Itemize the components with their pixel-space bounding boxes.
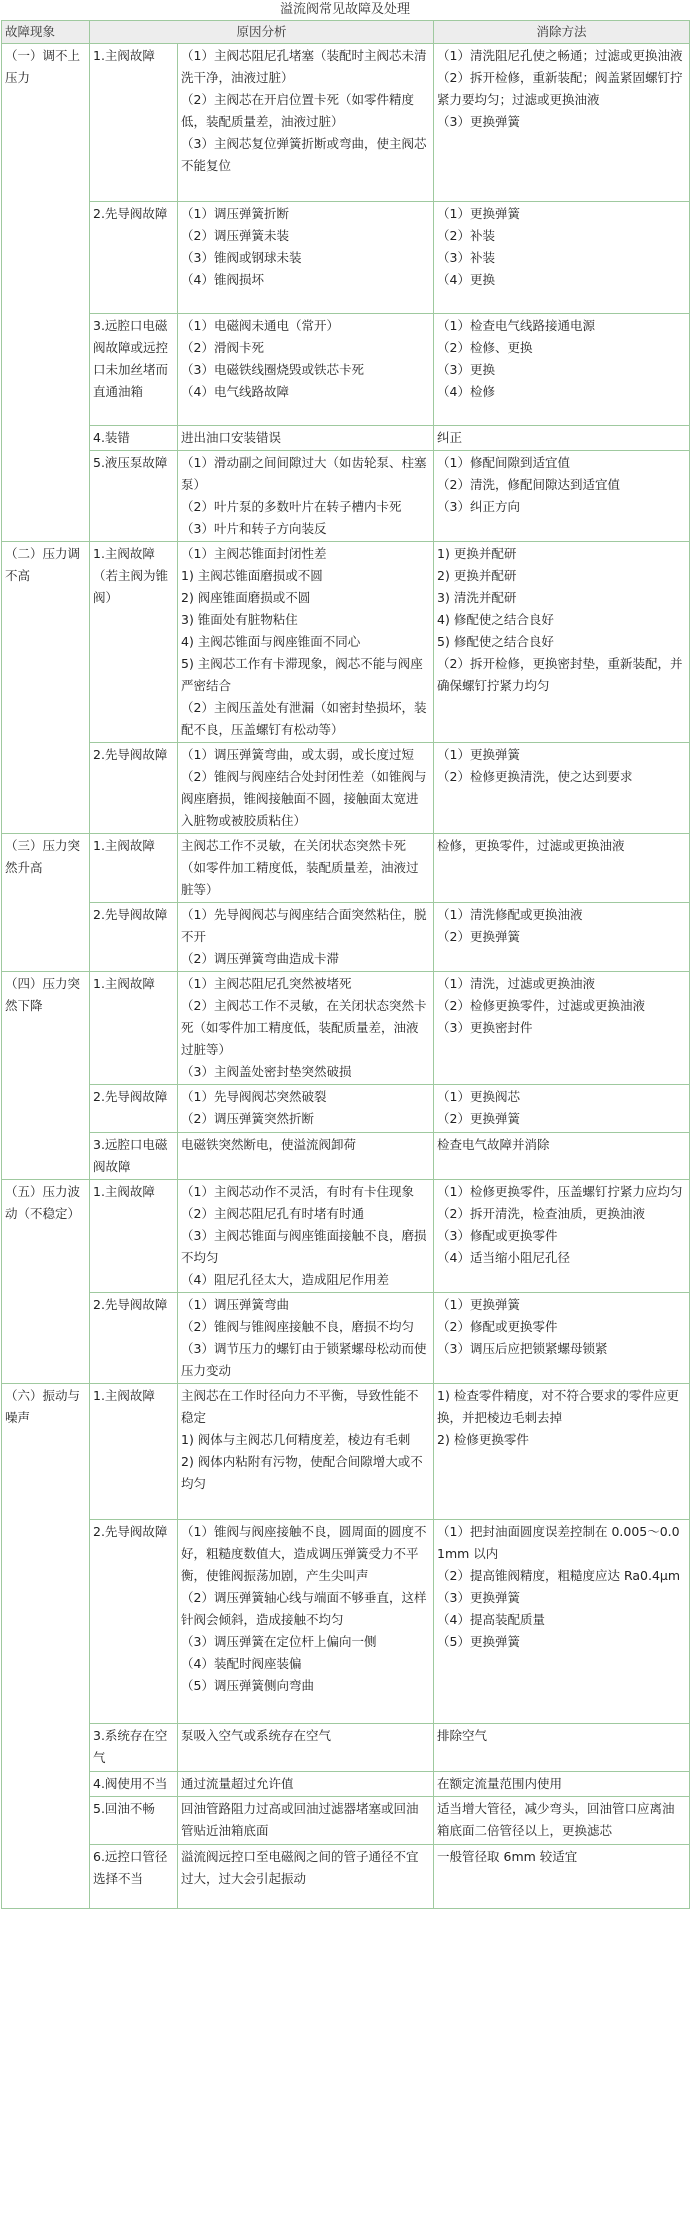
cause-analysis-item: （2）主阀压盖处有泄漏（如密封垫损坏，装配不良，压盖螺钉有松动等） xyxy=(181,700,427,737)
remedy-item: （1）清洗阻尼孔使之畅通；过滤或更换油液 xyxy=(437,48,683,63)
remedy-cell xyxy=(434,834,690,903)
cause-analysis-item: （2）调压弹簧弯曲造成卡滞 xyxy=(181,951,339,966)
remedy-item: （2）检修更换零件，过滤或更换油液 xyxy=(437,998,645,1013)
remedy-item: （5）更换弹簧 xyxy=(437,1634,520,1649)
remedy-item: （2）拆开检修，更换密封垫，重新装配，并确保螺钉拧紧力均匀 xyxy=(437,656,683,693)
cause-analysis-item: 回油管路阻力过高或回油过滤器堵塞或回油管贴近油箱底面 xyxy=(181,1801,419,1838)
cause-category-cell xyxy=(90,1293,178,1384)
remedy-item: 检修，更换零件，过滤或更换油液 xyxy=(437,838,625,853)
cause-analysis-item: 2) 阀座锥面磨损或不圆 xyxy=(181,590,311,605)
cause-analysis-item: （3）电磁铁线圈烧毁或铁芯卡死 xyxy=(181,362,364,377)
cause-analysis-item: （1）调压弹簧折断 xyxy=(181,206,289,221)
remedy-item: （2）补装 xyxy=(437,228,495,243)
fault-symptom-cell xyxy=(2,1180,90,1384)
fault-symptom-cell xyxy=(2,542,90,834)
cause-category-cell xyxy=(90,1180,178,1293)
table-row xyxy=(2,451,690,542)
cause-category: 1.主阀故障 xyxy=(93,1184,155,1199)
remedy-cell xyxy=(434,903,690,972)
cause-analysis-cell xyxy=(178,451,434,542)
cause-category-cell xyxy=(90,44,178,202)
cause-category-cell xyxy=(90,1772,178,1797)
cause-category-cell xyxy=(90,972,178,1085)
cause-analysis-cell xyxy=(178,972,434,1085)
remedy-item: 纠正 xyxy=(437,430,463,445)
cause-category-cell xyxy=(90,1520,178,1724)
fault-symptom: （四）压力突然下降 xyxy=(5,976,81,1013)
cause-analysis-item: （4）阻尼孔径太大，造成阻尼作用差 xyxy=(181,1272,389,1287)
cause-analysis-cell xyxy=(178,426,434,451)
cause-analysis-item: 溢流阀远控口至电磁阀之间的管子通径不宜过大，过大会引起振动 xyxy=(181,1849,419,1886)
fault-symptom: （六）振动与噪声 xyxy=(5,1388,81,1425)
remedy-item: （4）检修 xyxy=(437,384,495,399)
remedy-item: （3）更换弹簧 xyxy=(437,114,520,129)
fault-symptom-cell xyxy=(2,44,90,542)
cause-category-cell xyxy=(90,1724,178,1772)
remedy-cell xyxy=(434,743,690,834)
remedy-item: （4）更换 xyxy=(437,272,495,287)
remedy-cell xyxy=(434,44,690,202)
fault-symptom: （三）压力突然升高 xyxy=(5,838,81,875)
remedy-item: 5) 修配使之结合良好 xyxy=(437,634,554,649)
cause-category-cell xyxy=(90,1845,178,1909)
remedy-item: 排除空气 xyxy=(437,1728,488,1743)
cause-analysis-item: （3）锥阀或钢球未装 xyxy=(181,250,302,265)
cause-analysis-cell xyxy=(178,314,434,426)
remedy-item: （2）提高锥阀精度，粗糙度应达 Ra0.4μm xyxy=(437,1568,681,1583)
table-row xyxy=(2,1293,690,1384)
cause-category-cell xyxy=(90,834,178,903)
cause-analysis-item: （2）调压弹簧突然折断 xyxy=(181,1111,314,1126)
cause-analysis-item: （1）主阀芯动作不灵活，有时有卡住现象 xyxy=(181,1184,414,1199)
remedy-item: 3) 清洗并配研 xyxy=(437,590,517,605)
fault-symptom-cell xyxy=(2,1384,90,1909)
remedy-item: （1）修配间隙到适宜值 xyxy=(437,455,570,470)
cause-category-cell xyxy=(90,542,178,743)
page-title: 溢流阀常见故障及处理 xyxy=(279,2,410,17)
remedy-cell xyxy=(434,314,690,426)
remedy-item: 4) 修配使之结合良好 xyxy=(437,612,554,627)
cause-category-cell xyxy=(90,743,178,834)
table-row xyxy=(2,1772,690,1797)
fault-table xyxy=(1,20,690,1909)
cause-category: 1.主阀故障 xyxy=(93,976,155,991)
cause-analysis-item: （2）滑阀卡死 xyxy=(181,340,264,355)
remedy-item: （1）检修更换零件，压盖螺钉拧紧力应均匀 xyxy=(437,1184,683,1199)
table-body xyxy=(2,44,690,1909)
remedy-item: （1）更换阀芯 xyxy=(437,1089,520,1104)
remedy-item: 在额定流量范围内使用 xyxy=(437,1776,563,1791)
remedy-item: （4）提高装配质量 xyxy=(437,1612,545,1627)
cause-analysis-item: （2）调压弹簧未装 xyxy=(181,228,289,243)
cause-analysis-item: （1）主阀芯阻尼孔突然被堵死 xyxy=(181,976,352,991)
cause-category: 2.先导阀故障 xyxy=(93,1089,168,1104)
remedy-cell xyxy=(434,1797,690,1845)
remedy-cell xyxy=(434,1772,690,1797)
cause-analysis-item: 1) 阀体与主阀芯几何精度差，棱边有毛刺 xyxy=(181,1432,411,1447)
table-row xyxy=(2,972,690,1085)
header-analysis: 原因分析 xyxy=(90,21,434,44)
cause-analysis-item: （3）主阀芯锥面与阀座锥面接触不良，磨损不均匀 xyxy=(181,1228,427,1265)
cause-analysis-cell xyxy=(178,1797,434,1845)
cause-analysis-item: （1）调压弹簧弯曲 xyxy=(181,1297,289,1312)
cause-analysis-item: （2）主阀芯在开启位置卡死（如零件精度低，装配质量差，油液过脏） xyxy=(181,92,414,129)
table-row xyxy=(2,1520,690,1724)
remedy-item: （3）补装 xyxy=(437,250,495,265)
header-remedy: 消除方法 xyxy=(434,21,690,44)
cause-analysis-item: （3）调压弹簧在定位杆上偏向一侧 xyxy=(181,1634,377,1649)
remedy-item: （1）更换弹簧 xyxy=(437,1297,520,1312)
cause-analysis-item: 电磁铁突然断电，使溢流阀卸荷 xyxy=(181,1137,357,1152)
cause-analysis-cell xyxy=(178,44,434,202)
cause-analysis-cell xyxy=(178,1724,434,1772)
fault-symptom-cell xyxy=(2,834,90,972)
remedy-cell xyxy=(434,542,690,743)
cause-category-cell xyxy=(90,903,178,972)
cause-category-cell xyxy=(90,202,178,314)
cause-category: 3.远腔口电磁阀故障 xyxy=(93,1137,168,1174)
table-row xyxy=(2,1180,690,1293)
cause-analysis-cell xyxy=(178,1085,434,1133)
header-symptom: 故障现象 xyxy=(2,21,90,44)
cause-category: 1.主阀故障 xyxy=(93,48,155,63)
cause-category: 5.回油不畅 xyxy=(93,1801,155,1816)
table-row xyxy=(2,1797,690,1845)
cause-category-cell xyxy=(90,426,178,451)
cause-analysis-cell xyxy=(178,743,434,834)
table-row xyxy=(2,834,690,903)
cause-analysis-item: （1）先导阀阀芯与阀座结合面突然粘住，脱不开 xyxy=(181,907,427,944)
cause-analysis-item: （4）锥阀损坏 xyxy=(181,272,264,287)
table-row xyxy=(2,202,690,314)
cause-analysis-item: 5) 主阀芯工作有卡滞现象，阀芯不能与阀座严密结合 xyxy=(181,656,423,693)
remedy-cell xyxy=(434,1724,690,1772)
cause-analysis-cell xyxy=(178,1772,434,1797)
cause-category-cell xyxy=(90,1384,178,1520)
remedy-cell xyxy=(434,1133,690,1180)
cause-analysis-item: 1) 主阀芯锥面磨损或不圆 xyxy=(181,568,323,583)
remedy-item: 1) 检查零件精度，对不符合要求的零件应更换，并把棱边毛刺去掉 xyxy=(437,1388,679,1425)
fault-symptom-cell xyxy=(2,972,90,1180)
cause-analysis-cell xyxy=(178,834,434,903)
cause-category: 2.先导阀故障 xyxy=(93,1297,168,1312)
remedy-cell xyxy=(434,1180,690,1293)
remedy-item: （1）清洗修配或更换油液 xyxy=(437,907,583,922)
remedy-item: 适当增大管径，减少弯头，回油管口应离油箱底面二倍管径以上，更换滤芯 xyxy=(437,1801,675,1838)
cause-analysis-item: （2）锥阀与阀座结合处封闭性差（如锥阀与阀座磨损，锥阀接触面不圆，接触面太宽进入脏物或被胶质粘住） xyxy=(181,769,427,828)
cause-analysis-cell xyxy=(178,1133,434,1180)
table-row xyxy=(2,1845,690,1909)
cause-category: 4.阀使用不当 xyxy=(93,1776,168,1791)
cause-analysis-item: 4) 主阀芯锥面与阀座锥面不同心 xyxy=(181,634,361,649)
cause-analysis-item: （1）主阀芯锥面封闭性差 xyxy=(181,546,327,561)
remedy-item: （3）更换密封件 xyxy=(437,1020,533,1035)
remedy-item: （1）更换弹簧 xyxy=(437,747,520,762)
cause-analysis-item: （1）锥阀与阀座接触不良，圆周面的圆度不好，粗糙度数值大，造成调压弹簧受力不平衡，使锥阀振荡加剧，产生尖叫声 xyxy=(181,1524,427,1583)
cause-analysis-item: （2）主阀芯阻尼孔有时堵有时通 xyxy=(181,1206,364,1221)
table-row xyxy=(2,1384,690,1520)
cause-analysis-cell xyxy=(178,1845,434,1909)
table-row xyxy=(2,1133,690,1180)
cause-category: 3.远腔口电磁阀故障或远控口未加丝堵而直通油箱 xyxy=(93,318,169,399)
cause-category-cell xyxy=(90,1797,178,1845)
cause-analysis-item: （2）调压弹簧轴心线与端面不够垂直，这样针阀会倾斜，造成接触不均匀 xyxy=(181,1590,427,1627)
cause-analysis-item: （1）主阀芯阻尼孔堵塞（装配时主阀芯未清洗干净，油液过脏） xyxy=(181,48,427,85)
cause-analysis-item: （2）锥阀与锥阀座接触不良，磨损不均匀 xyxy=(181,1319,414,1334)
table-row xyxy=(2,314,690,426)
remedy-cell xyxy=(434,1085,690,1133)
cause-analysis-item: （3）调节压力的螺钉由于锁紧螺母松动而使压力变动 xyxy=(181,1341,427,1378)
cause-category-cell xyxy=(90,1085,178,1133)
cause-category: 1.主阀故障 xyxy=(93,1388,155,1403)
remedy-cell xyxy=(434,451,690,542)
remedy-item: （3）调压后应把锁紧螺母锁紧 xyxy=(437,1341,608,1356)
cause-category: 2.先导阀故障 xyxy=(93,747,168,762)
remedy-item: （2）拆开检修，重新装配；阀盖紧固螺钉拧紧力要均匀；过滤或更换油液 xyxy=(437,70,683,107)
remedy-item: （1）把封油面圆度误差控制在 0.005～0.01mm 以内 xyxy=(437,1524,680,1561)
table-row xyxy=(2,903,690,972)
remedy-item: 2) 更换并配研 xyxy=(437,568,517,583)
cause-analysis-item: 主阀芯工作不灵敏，在关闭状态突然卡死（如零件加工精度低，装配质量差，油液过脏等） xyxy=(181,838,419,897)
table-row xyxy=(2,743,690,834)
cause-analysis-cell xyxy=(178,1293,434,1384)
remedy-item: 2) 检修更换零件 xyxy=(437,1432,529,1447)
cause-category: 2.先导阀故障 xyxy=(93,206,168,221)
cause-analysis-cell xyxy=(178,1180,434,1293)
cause-analysis-item: 泵吸入空气或系统存在空气 xyxy=(181,1728,332,1743)
cause-category: 3.系统存在空气 xyxy=(93,1728,168,1765)
cause-analysis-item: 通过流量超过允许值 xyxy=(181,1776,294,1791)
cause-analysis-item: （1）先导阀阀芯突然破裂 xyxy=(181,1089,327,1104)
cause-category: 1.主阀故障（若主阀为锥阀） xyxy=(93,546,169,605)
cause-analysis-cell xyxy=(178,1520,434,1724)
cause-analysis-item: （5）调压弹簧侧向弯曲 xyxy=(181,1678,314,1693)
cause-analysis-item: （4）电气线路故障 xyxy=(181,384,289,399)
fault-symptom: （五）压力波动（不稳定） xyxy=(5,1184,81,1221)
remedy-cell xyxy=(434,1384,690,1520)
cause-analysis-item: （3）主阀盖处密封垫突然破损 xyxy=(181,1064,352,1079)
remedy-item: 1) 更换并配研 xyxy=(437,546,517,561)
remedy-item: （1）检查电气线路接通电源 xyxy=(437,318,595,333)
remedy-item: （2）清洗，修配间隙达到适宜值 xyxy=(437,477,620,492)
cause-analysis-cell xyxy=(178,903,434,972)
table-row xyxy=(2,426,690,451)
cause-analysis-item: （4）装配时阀座装偏 xyxy=(181,1656,302,1671)
remedy-item: （4）适当缩小阻尼孔径 xyxy=(437,1250,570,1265)
remedy-item: （2）更换弹簧 xyxy=(437,1111,520,1126)
cause-analysis-item: （1）电磁阀未通电（常开） xyxy=(181,318,339,333)
fault-symptom: （一）调不上压力 xyxy=(5,48,81,85)
remedy-item: （3）纠正方向 xyxy=(437,499,520,514)
table-row xyxy=(2,1085,690,1133)
remedy-item: （1）更换弹簧 xyxy=(437,206,520,221)
cause-analysis-item: （1）滑动副之间间隙过大（如齿轮泵、柱塞泵） xyxy=(181,455,427,492)
table-row xyxy=(2,44,690,202)
cause-analysis-item: （1）调压弹簧弯曲，或太弱，或长度过短 xyxy=(181,747,414,762)
remedy-cell xyxy=(434,426,690,451)
cause-analysis-cell xyxy=(178,1384,434,1520)
cause-analysis-cell xyxy=(178,542,434,743)
cause-analysis-item: 主阀芯在工作时径向力不平衡，导致性能不稳定 xyxy=(181,1388,419,1425)
cause-analysis-item: （2）叶片泵的多数叶片在转子槽内卡死 xyxy=(181,499,402,514)
remedy-item: （3）更换 xyxy=(437,362,495,377)
cause-category: 5.液压泵故障 xyxy=(93,455,168,470)
remedy-cell xyxy=(434,202,690,314)
remedy-item: （2）更换弹簧 xyxy=(437,929,520,944)
cause-category-cell xyxy=(90,451,178,542)
cause-category: 2.先导阀故障 xyxy=(93,907,168,922)
remedy-cell xyxy=(434,1845,690,1909)
table-header-row xyxy=(2,21,690,44)
fault-symptom: （二）压力调不高 xyxy=(5,546,81,583)
table-row xyxy=(2,1724,690,1772)
cause-analysis-item: （3）叶片和转子方向装反 xyxy=(181,521,327,536)
cause-category: 4.装错 xyxy=(93,430,130,445)
cause-category: 6.远控口管径选择不当 xyxy=(93,1849,168,1886)
cause-analysis-item: 3) 锥面处有脏物粘住 xyxy=(181,612,298,627)
cause-category: 1.主阀故障 xyxy=(93,838,155,853)
cause-analysis-item: （3）主阀芯复位弹簧折断或弯曲，使主阀芯不能复位 xyxy=(181,136,427,173)
remedy-item: （2）修配或更换零件 xyxy=(437,1319,558,1334)
cause-category-cell xyxy=(90,314,178,426)
remedy-cell xyxy=(434,1520,690,1724)
remedy-cell xyxy=(434,972,690,1085)
remedy-item: （1）清洗，过滤或更换油液 xyxy=(437,976,595,991)
remedy-item: （3）修配或更换零件 xyxy=(437,1228,558,1243)
remedy-item: （2）拆开清洗，检查油质，更换油液 xyxy=(437,1206,645,1221)
cause-analysis-cell xyxy=(178,202,434,314)
cause-category: 2.先导阀故障 xyxy=(93,1524,168,1539)
remedy-cell xyxy=(434,1293,690,1384)
cause-category-cell xyxy=(90,1133,178,1180)
remedy-item: （2）检修更换清洗，使之达到要求 xyxy=(437,769,633,784)
remedy-item: （2）检修、更换 xyxy=(437,340,533,355)
cause-analysis-item: 2) 阀体内粘附有污物，使配合间隙增大或不均匀 xyxy=(181,1454,423,1491)
table-row xyxy=(2,542,690,743)
remedy-item: 检查电气故障并消除 xyxy=(437,1137,550,1152)
cause-analysis-item: 进出油口安装错误 xyxy=(181,430,282,445)
remedy-item: （3）更换弹簧 xyxy=(437,1590,520,1605)
remedy-item: 一般管径取 6mm 较适宜 xyxy=(437,1849,578,1864)
cause-analysis-item: （2）主阀芯工作不灵敏，在关闭状态突然卡死（如零件加工精度低，装配质量差，油液过脏等） xyxy=(181,998,427,1057)
